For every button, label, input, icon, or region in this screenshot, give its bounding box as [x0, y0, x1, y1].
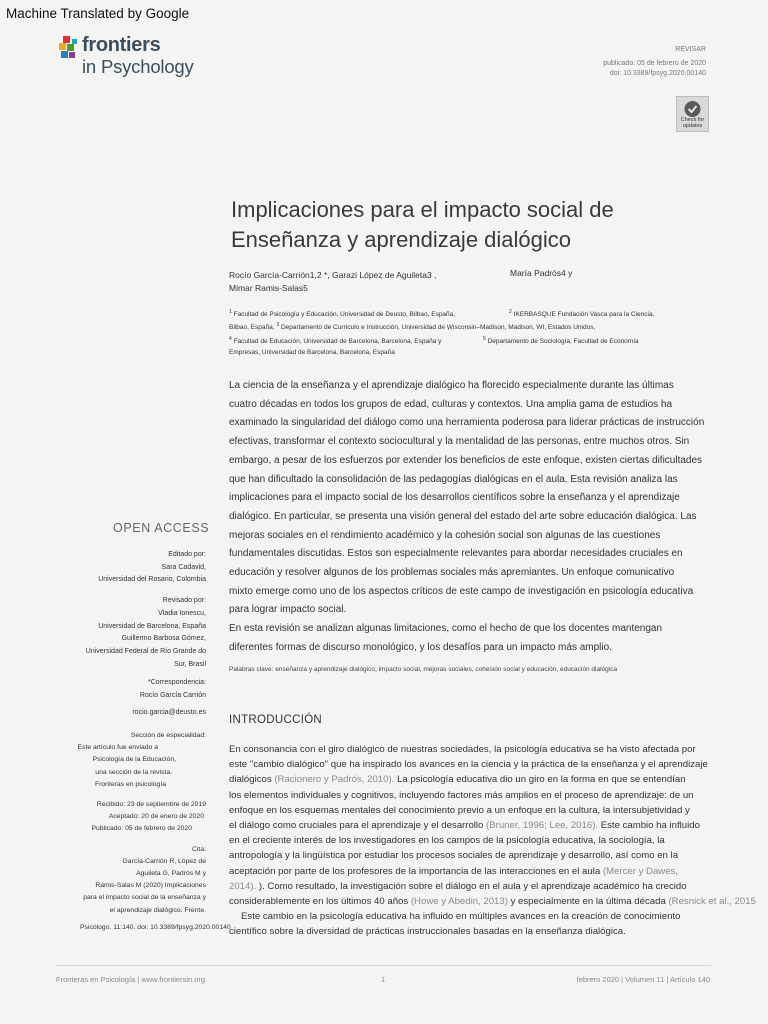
- body-text-span: Este cambio ha influido: [598, 820, 700, 832]
- abstract-line: que han dificultado la consolidación de las pedagogías dialógicas en el aula. Esta revisión analiza las: [229, 473, 678, 485]
- published-date-sidebar: Publicado: 05 de febrero de 2020: [91, 825, 192, 833]
- abstract-line: mejoras sociales en el rendimiento académico y la cohesión social son algunas de las cuestiones: [229, 529, 661, 541]
- citation-text: Ramis-Salas M (2020) Implicaciones: [95, 882, 206, 890]
- reviewer-affiliation: Universidad Federal de Río Grande do: [85, 647, 206, 655]
- received-date: Recibido: 23 de septiembre de 2019: [96, 801, 206, 809]
- footer-page-number: 1: [381, 975, 386, 984]
- affiliation-3-number: 3: [276, 322, 280, 328]
- body-text-span: considerablemente en los últimos 40 años: [229, 896, 411, 908]
- affiliation-4-text: Facultad de Educación, Universidad de Barcelona, Barcelona, España y: [233, 338, 442, 345]
- abstract-line: implicaciones para el impacto social de los desarrollos científicos sobre la enseñanza y el aprendizaje: [229, 492, 680, 504]
- abstract-line: dialógico. En particular, se presenta una visión general del estado del arte sobre educación dialógica. Las: [229, 510, 697, 522]
- affiliation-5: [483, 335, 639, 346]
- affiliation-5-text: Departamento de Sociología, Facultad de Economía: [487, 338, 639, 345]
- specialty-text: Este artículo fue enviado a: [77, 744, 158, 752]
- editor-name: Sara Cadavid,: [161, 563, 206, 571]
- specialty-text: una sección de la revista.: [95, 768, 172, 776]
- check-updates-icon: [677, 99, 708, 119]
- affiliation-4-number: 4: [229, 336, 232, 342]
- footer-issue: febrero 2020 | Volumen 11 | Artículo 140: [576, 975, 710, 984]
- abstract-line: cuatro décadas en todos los grupos de edad, culturas y contextos. Una amplia gama de estudios ha: [229, 398, 673, 410]
- body-text-span: ). Como resultado, la investigación sobre el diálogo en el aula y el aprendizaje académico ha crecido: [256, 880, 687, 892]
- abstract-line: La ciencia de la enseñanza y el aprendizaje dialógico ha florecido especialmente durante las últimas: [229, 380, 674, 391]
- citation-text: García-Carrión R, López de: [122, 857, 206, 865]
- open-access-label: OPEN ACCESS: [113, 521, 210, 535]
- section-heading-introduction: INTRODUCCIÓN: [229, 714, 323, 726]
- affiliation-3-line: [229, 321, 595, 332]
- affiliation-3-text: Departamento de Currículo e Instrucción, Universidad de Wisconsin–Madison, Madison, WI, Estados Unidos,: [280, 324, 596, 331]
- citation-link[interactable]: (Bruner, 1996; Lee, 2016).: [486, 820, 599, 832]
- specialty-section-label: Sección de especialidad:: [130, 732, 206, 739]
- check-updates-label: Check for updates: [680, 117, 705, 129]
- machine-translation-banner: Machine Translated by Google: [6, 6, 190, 21]
- title-line-2: Enseñanza y aprendizaje dialógico: [231, 227, 572, 252]
- abstract-line: mixto emerge como uno de los aspectos críticos de este campo de investigación en psicología educativa: [229, 585, 694, 597]
- body-text: [229, 742, 768, 940]
- affiliation-4: [229, 335, 441, 346]
- specialty-text: Psicología de la Educación,: [92, 756, 176, 764]
- keywords: Palabras clave: enseñanza y aprendizaje dialógico, impacto social, mejoras sociales, cohesión social y educación, educación dialógica: [229, 666, 618, 673]
- check-for-updates-badge[interactable]: [676, 96, 709, 132]
- body-text-span: dialógicos: [229, 774, 275, 786]
- citation-label: Cita:: [192, 845, 206, 853]
- body-text-span: aceptación por parte de los profesores de la importancia de las interacciones en el aula: [229, 865, 603, 877]
- journal-name-line2: in Psychology: [82, 56, 194, 77]
- body-text-span: La psicología educativa dio un giro en la forma en que se entendían: [394, 774, 686, 786]
- editor-affiliation: Universidad del Rosario, Colombia: [98, 576, 206, 584]
- citation-text: Aguileta G, Padrós M y: [136, 870, 206, 878]
- edited-by-label: Editado por:: [168, 551, 206, 558]
- reviewer-affiliation: Sur, Brasil: [174, 660, 206, 668]
- reviewed-by-label: Revisado por:: [162, 597, 206, 605]
- affiliation-1-number: 1: [229, 309, 232, 315]
- citation-text: para el impacto social de la enseñanza y: [83, 894, 206, 902]
- reviewer-name: Guillermo Barbosa Gómez,: [121, 635, 206, 643]
- article-type: REVISAR: [675, 46, 706, 53]
- citation-text: el aprendizaje dialógico. Frente.: [109, 906, 206, 914]
- specialty-text: Fronteras en psicología: [94, 780, 166, 788]
- citation-link[interactable]: (Mercer y Dawes,: [602, 865, 679, 877]
- sidebar-section-info: [78, 730, 206, 917]
- reviewer-affiliation: Universidad de Barcelona, España: [98, 622, 206, 630]
- body-line: [229, 772, 768, 787]
- affiliation-5-continued: Empresas, Universidad de Barcelona, Barcelona, España: [229, 349, 395, 356]
- journal-logo[interactable]: [58, 34, 208, 82]
- body-line: Este cambio en la psicología educativa ha influido en múltiples avances en la creación de conocimiento: [241, 911, 681, 923]
- footer-journal[interactable]: Fronteras en Psicología | www.frontiersin.org: [56, 975, 206, 984]
- abstract-line: En esta revisión se analizan algunas limitaciones, como el hecho de que los docentes mantengan: [229, 623, 663, 635]
- body-text-span: el diálogo como cruciales para el aprendizaje y el desarrollo: [229, 820, 487, 832]
- abstract-line: diferentes formas de discurso monológico, y los desafíos para un impacto más amplio.: [229, 641, 612, 653]
- citation-link[interactable]: (Resnick et al., 2015: [668, 896, 756, 908]
- abstract: [229, 377, 709, 658]
- affiliation-2-number: 2: [509, 309, 512, 315]
- body-line: [229, 818, 768, 833]
- published-date: publicado: 05 de febrero de 2020: [603, 60, 706, 67]
- affiliation-5-number: 5: [483, 336, 486, 342]
- title-line-1: Implicaciones para el impacto social de: [231, 197, 614, 222]
- body-line: [229, 894, 768, 909]
- abstract-line: fundamentales discutidas. Estos son especialmente relevantes para abordar necesidades cruciales en: [229, 548, 683, 560]
- body-line: [229, 864, 768, 879]
- correspondence-name: Rocío García Carrión: [139, 692, 206, 700]
- accepted-date: Aceptado: 20 de enero de 2020: [108, 813, 204, 821]
- authors-line-1-right: María Padrós4 y: [510, 268, 573, 278]
- abstract-line: embargo, a pesar de los esfuerzos por extender los beneficios de este enfoque, existen ciertas dificultades: [229, 454, 703, 466]
- affiliation-2-continued: Bilbao, España,: [229, 324, 275, 331]
- body-line: los elementos individuales y cognitivos, incluyendo factores más amplios en el proceso de aprendizaje: de un: [229, 789, 694, 801]
- reviewer-name: Vladia Ionescu,: [158, 609, 206, 617]
- affiliation-2: [509, 308, 654, 319]
- body-line: científico sobre la diversidad de prácticas instruccionales basadas en la enseñanza dialógica.: [229, 926, 626, 938]
- article-doi[interactable]: doi: 10.3389/fpsyg.2020.00140: [609, 70, 706, 77]
- authors-line-2: Mimar Ramis-Salas5: [229, 283, 308, 293]
- abstract-line: educación y resolver algunos de los problemas sociales más apremiantes. Un enfoque comunicativo: [229, 567, 675, 579]
- abstract-line: efectivas, transformar el contexto sociocultural y la mentalidad de las personas, entre muchos otros. Sin: [229, 436, 690, 448]
- citation-link[interactable]: 2014).: [229, 880, 257, 892]
- affiliation-1-text: Facultad de Psicología y Educación, Universidad de Deusto, Bilbao, España,: [233, 311, 456, 318]
- citation-link[interactable]: (Racionero y Padrós, 2010).: [274, 774, 395, 786]
- body-line: enfoque en los esquemas mentales del conocimiento previo a un enfoque en la cultura, la intersubjetividad y: [229, 804, 690, 816]
- body-line: En consonancia con el giro dialógico de nuestras sociedades, la psicología educativa se ha visto afectada por: [229, 744, 696, 755]
- abstract-line: examinado la singularidad del diálogo como una herramienta poderosa para liderar prácticas de instrucción: [229, 417, 705, 429]
- body-line: en el creciente interés de los investigadores en los campos de la psicología educativa, la sociología, la: [229, 835, 665, 847]
- frontiers-logo-icon: [58, 34, 80, 66]
- body-line: antropología y la lingüística por estudiar los procesos sociales de aprendizaje y desarrollo, así como en la: [229, 850, 679, 862]
- body-line: este "cambio dialógico" que ha inspirado los avances en la ciencia y la práctica de la enseñanza y el aprendizaje: [229, 759, 708, 771]
- correspondence-label: *Correspondencia:: [148, 679, 206, 687]
- abstract-line: para lograr impacto social.: [229, 604, 347, 616]
- body-text-span: y especialmente en la última década: [507, 896, 669, 908]
- correspondence-email[interactable]: rocio.garcia@deusto.es: [132, 708, 206, 716]
- affiliation-2-text: IKERBASQUE Fundación Vasca para la Ciencia,: [513, 311, 655, 318]
- sidebar-editorial-info: [86, 549, 206, 719]
- footer-divider: [56, 965, 711, 966]
- authors-line-1: Rocío García-Carrión1,2 *, Garazi López de Aguileta3 ,: [229, 270, 437, 280]
- citation-doi-line: Psicólogo. 11:140. doi: 10.3389/fpsyg.2020.00140: [80, 924, 231, 931]
- body-line: [229, 879, 768, 894]
- article-title: [231, 195, 691, 255]
- journal-name-line1: frontiers: [82, 34, 161, 56]
- affiliation-1: [229, 308, 509, 319]
- citation-link[interactable]: (Howe y Abedin, 2013): [410, 896, 508, 908]
